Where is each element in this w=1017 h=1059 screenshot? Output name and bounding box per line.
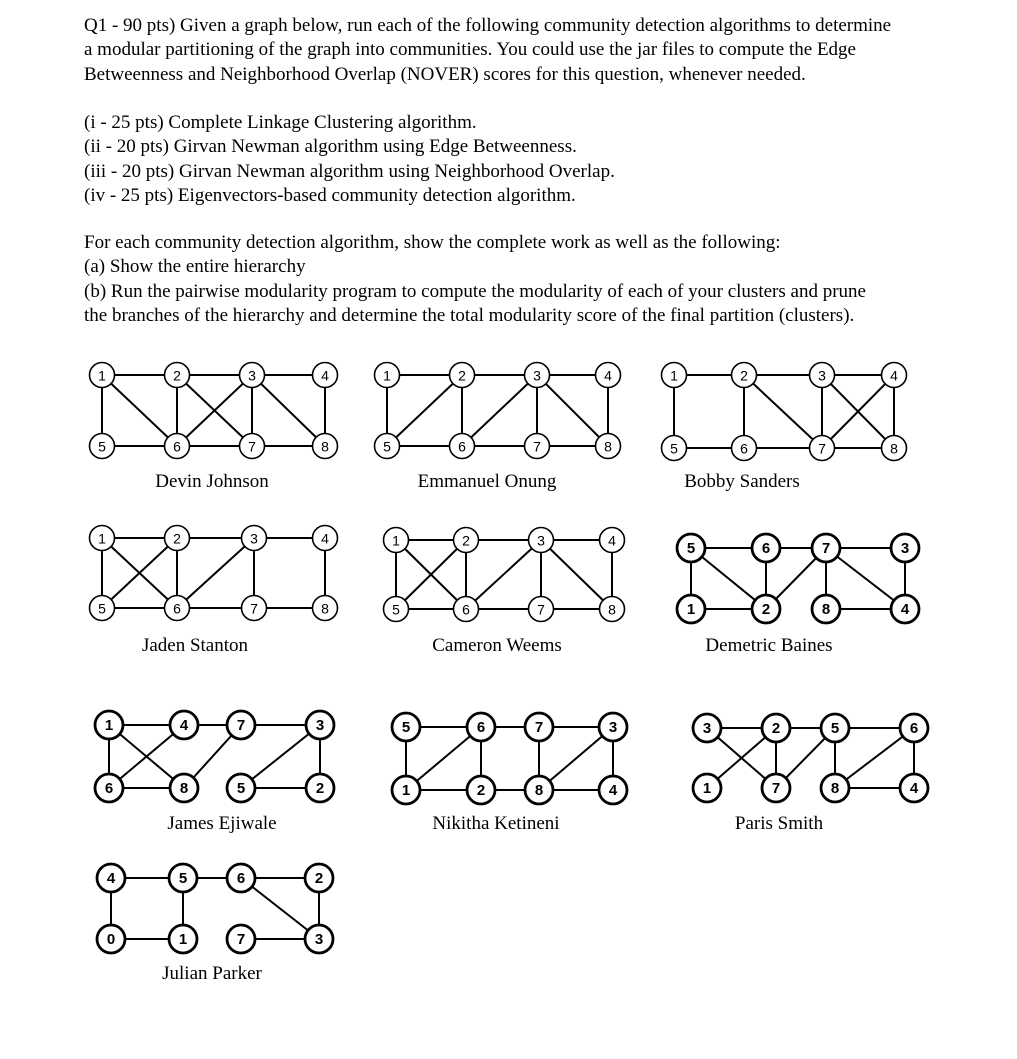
graph-node — [677, 595, 705, 623]
graph-node — [662, 436, 687, 461]
node-label: 2 — [173, 530, 181, 547]
graph-owner-name: Cameron Weems — [432, 635, 562, 656]
node-label: 7 — [771, 780, 781, 797]
graph-node — [732, 363, 757, 388]
node-label: 4 — [900, 601, 910, 618]
graph-node — [313, 434, 338, 459]
graph-node — [812, 534, 840, 562]
graph-node — [454, 528, 479, 553]
graph-node — [240, 363, 265, 388]
graph-node — [392, 776, 420, 804]
node-label: 5 — [830, 720, 840, 737]
graph-node — [227, 774, 255, 802]
node-label: 8 — [890, 440, 898, 457]
node-label: 6 — [761, 540, 771, 557]
node-label: 8 — [321, 600, 329, 617]
node-label: 4 — [106, 870, 116, 887]
graph-node — [305, 925, 333, 953]
graph-node — [450, 434, 475, 459]
graph-edge — [387, 375, 462, 446]
node-label: 7 — [537, 601, 545, 618]
graph-node — [732, 436, 757, 461]
node-label: 7 — [236, 931, 246, 948]
node-label: 4 — [604, 367, 612, 384]
graph-edge — [462, 375, 537, 446]
node-label: 5 — [98, 600, 106, 617]
graph-edge — [744, 375, 822, 448]
node-label: 3 — [248, 367, 256, 384]
node-label: 1 — [104, 717, 114, 734]
node-label: 2 — [476, 782, 486, 799]
node-label: 3 — [900, 540, 910, 557]
node-label: 3 — [533, 367, 541, 384]
graph-node — [900, 774, 928, 802]
graph-owner-name: Bobby Sanders — [684, 471, 800, 492]
node-label: 6 — [104, 780, 114, 797]
graph-node — [90, 596, 115, 621]
graph-node — [529, 528, 554, 553]
node-label: 1 — [383, 367, 391, 384]
node-label: 7 — [236, 717, 246, 734]
graph-node — [242, 596, 267, 621]
graph-node — [529, 597, 554, 622]
node-label: 1 — [401, 782, 411, 799]
node-label: 3 — [608, 719, 618, 736]
node-label: 8 — [830, 780, 840, 797]
node-label: 2 — [458, 367, 466, 384]
node-label: 6 — [740, 440, 748, 457]
graph-node — [599, 713, 627, 741]
instruction-line: (b) Run the pairwise modularity program to compute the modularity of each of your clusters and prune — [84, 280, 866, 302]
graph-node — [812, 595, 840, 623]
graph-panel — [662, 363, 907, 493]
node-label: 6 — [458, 438, 466, 455]
graph-node — [762, 774, 790, 802]
graph-node — [810, 436, 835, 461]
node-label: 3 — [314, 931, 324, 948]
graph-node — [313, 596, 338, 621]
graph-node — [525, 434, 550, 459]
graph-node — [306, 711, 334, 739]
part-item: (iii - 20 pts) Girvan Newman algorithm using Neighborhood Overlap. — [84, 160, 615, 182]
graph-node — [810, 363, 835, 388]
node-label: 6 — [476, 719, 486, 736]
graph-panel — [95, 711, 334, 834]
node-label: 0 — [106, 931, 116, 948]
graph-node — [752, 534, 780, 562]
graph-panel — [375, 363, 621, 493]
graph-node — [596, 363, 621, 388]
node-label: 5 — [178, 870, 188, 887]
node-label: 5 — [383, 438, 391, 455]
node-label: 5 — [98, 438, 106, 455]
node-label: 5 — [401, 719, 411, 736]
instruction-line: the branches of the hierarchy and determine the total modularity score of the final partition (clusters). — [84, 304, 855, 326]
graph-node — [525, 363, 550, 388]
graph-edge — [541, 540, 612, 609]
graph-node — [95, 774, 123, 802]
graph-node — [821, 714, 849, 742]
node-label: 3 — [537, 532, 545, 549]
graph-node — [97, 864, 125, 892]
node-label: 4 — [608, 782, 618, 799]
node-label: 3 — [250, 530, 258, 547]
node-label: 1 — [392, 532, 400, 549]
node-label: 2 — [761, 601, 771, 618]
graph-panel — [97, 864, 333, 984]
node-label: 4 — [321, 530, 329, 547]
graph-node — [169, 925, 197, 953]
node-label: 4 — [179, 717, 189, 734]
node-label: 2 — [173, 367, 181, 384]
graph-node — [90, 526, 115, 551]
graph-node — [170, 711, 198, 739]
node-label: 1 — [686, 601, 696, 618]
part-item: (ii - 20 pts) Girvan Newman algorithm using Edge Betweenness. — [84, 136, 577, 158]
graph-node — [97, 925, 125, 953]
graph-panel — [392, 713, 627, 834]
graph-node — [821, 774, 849, 802]
graph-node — [525, 713, 553, 741]
graph-node — [693, 714, 721, 742]
graph-edge — [466, 540, 541, 609]
graph-node — [242, 526, 267, 551]
graph-node — [170, 774, 198, 802]
graph-node — [165, 363, 190, 388]
intro-line: Q1 - 90 pts) Given a graph below, run each of the following community detection algorithms to determine — [84, 15, 892, 36]
graph-node — [454, 597, 479, 622]
graph-node — [165, 434, 190, 459]
graph-edge — [252, 375, 325, 446]
graph-owner-name: Julian Parker — [162, 963, 262, 984]
graph-owner-name: Devin Johnson — [155, 471, 269, 492]
graph-node — [900, 714, 928, 742]
graph-owner-name: Emmanuel Onung — [417, 471, 557, 492]
node-label: 2 — [462, 532, 470, 549]
graph-node — [169, 864, 197, 892]
node-label: 7 — [533, 438, 541, 455]
graph-node — [882, 436, 907, 461]
node-label: 2 — [740, 367, 748, 384]
graph-node — [752, 595, 780, 623]
part-item: (iv - 25 pts) Eigenvectors-based community detection algorithm. — [84, 184, 576, 206]
node-label: 5 — [670, 440, 678, 457]
graph-edge — [537, 375, 608, 446]
graph-node — [525, 776, 553, 804]
node-label: 6 — [173, 600, 181, 617]
graph-node — [227, 925, 255, 953]
graph-panel — [90, 363, 338, 493]
node-label: 3 — [702, 720, 712, 737]
graph-owner-name: Nikitha Ketineni — [432, 813, 560, 834]
node-label: 8 — [821, 601, 831, 618]
node-label: 4 — [909, 780, 919, 797]
graph-node — [305, 864, 333, 892]
node-label: 4 — [890, 367, 898, 384]
graph-node — [375, 434, 400, 459]
graph-node — [375, 363, 400, 388]
node-label: 5 — [686, 540, 696, 557]
node-label: 6 — [173, 438, 181, 455]
graph-node — [95, 711, 123, 739]
node-label: 5 — [392, 601, 400, 618]
graph-node — [693, 774, 721, 802]
graph-node — [313, 526, 338, 551]
graph-panel — [90, 526, 338, 657]
node-label: 4 — [608, 532, 616, 549]
node-label: 7 — [821, 540, 831, 557]
node-label: 6 — [462, 601, 470, 618]
graph-edge — [102, 375, 177, 446]
graph-node — [677, 534, 705, 562]
node-label: 7 — [250, 600, 258, 617]
node-label: 1 — [98, 367, 106, 384]
graph-node — [891, 534, 919, 562]
graph-edge — [177, 538, 254, 608]
node-label: 7 — [818, 440, 826, 457]
graph-node — [450, 363, 475, 388]
graph-node — [599, 776, 627, 804]
intro-line: Betweenness and Neighborhood Overlap (NOVER) scores for this question, whenever needed. — [84, 63, 806, 85]
graph-node — [762, 714, 790, 742]
graph-node — [90, 363, 115, 388]
graph-panel — [384, 528, 625, 657]
node-label: 8 — [179, 780, 189, 797]
graph-owner-name: Demetric Baines — [705, 635, 833, 656]
node-label: 1 — [670, 367, 678, 384]
graph-node — [313, 363, 338, 388]
node-label: 6 — [236, 870, 246, 887]
graph-node — [165, 596, 190, 621]
graph-node — [90, 434, 115, 459]
instruction-line: For each community detection algorithm, show the complete work as well as the following: — [84, 232, 781, 253]
graph-node — [392, 713, 420, 741]
node-label: 1 — [702, 780, 712, 797]
node-label: 8 — [534, 782, 544, 799]
intro-line: a modular partitioning of the graph into communities. You could use the jar files to compute the Edge — [84, 39, 856, 61]
graph-node — [467, 713, 495, 741]
graph-node — [596, 434, 621, 459]
graph-node — [227, 711, 255, 739]
node-label: 3 — [818, 367, 826, 384]
graph-node — [165, 526, 190, 551]
node-label: 7 — [248, 438, 256, 455]
node-label: 6 — [909, 720, 919, 737]
graph-node — [467, 776, 495, 804]
graph-node — [600, 597, 625, 622]
node-label: 8 — [321, 438, 329, 455]
node-label: 2 — [771, 720, 781, 737]
node-label: 8 — [608, 601, 616, 618]
node-label: 1 — [178, 931, 188, 948]
node-label: 8 — [604, 438, 612, 455]
instruction-line: (a) Show the entire hierarchy — [84, 256, 306, 278]
node-label: 7 — [534, 719, 544, 736]
graph-panel — [677, 534, 919, 656]
node-label: 5 — [236, 780, 246, 797]
graph-panel — [693, 714, 928, 834]
graph-owner-name: Paris Smith — [734, 813, 824, 834]
graph-node — [882, 363, 907, 388]
graph-node — [384, 528, 409, 553]
graph-node — [240, 434, 265, 459]
node-label: 1 — [98, 530, 106, 547]
part-item: (i - 25 pts) Complete Linkage Clustering algorithm. — [84, 112, 477, 133]
graph-node — [384, 597, 409, 622]
graph-node — [306, 774, 334, 802]
node-label: 2 — [315, 780, 325, 797]
graph-node — [227, 864, 255, 892]
node-label: 2 — [314, 870, 324, 887]
graph-node — [662, 363, 687, 388]
graph-node — [600, 528, 625, 553]
node-label: 4 — [321, 367, 329, 384]
graph-owner-name: Jaden Stanton — [141, 635, 249, 656]
graph-owner-name: James Ejiwale — [167, 813, 277, 834]
graph-node — [891, 595, 919, 623]
node-label: 3 — [315, 717, 325, 734]
